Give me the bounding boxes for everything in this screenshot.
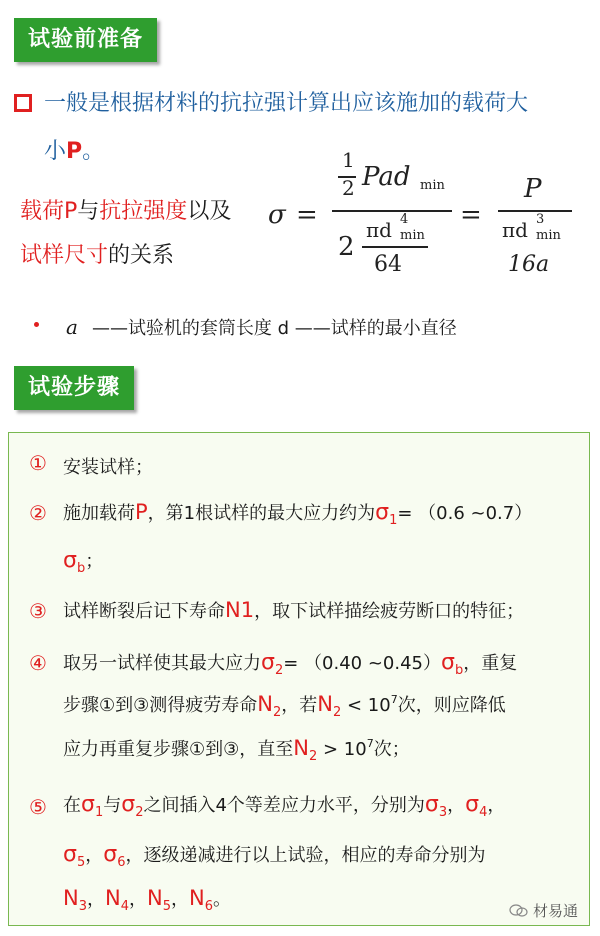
step-3-text: 试样断裂后记下寿命N1，取下试样描绘疲劳断口的特征；	[63, 598, 525, 622]
watermark: 材易通	[509, 900, 578, 921]
min-subscript-2: min	[400, 228, 425, 243]
min-subscript-1: min	[420, 178, 445, 193]
den-64: 64	[374, 252, 402, 277]
step-number-5: ⑤	[29, 795, 47, 819]
wechat-icon	[509, 904, 529, 918]
bullet-dot-icon	[34, 322, 39, 327]
half-numerator: 1	[342, 148, 355, 172]
sigma-symbol: σ	[268, 200, 286, 230]
exp-three: 3	[536, 212, 545, 227]
section-header-steps: 试验步骤	[14, 366, 134, 410]
equals-sign: =	[296, 200, 318, 230]
step-4-line-2: 步骤①到③测得疲劳寿命$N_2$，若$N_2 < 10^7$次，则应降低	[63, 692, 506, 720]
stress-formula	[262, 148, 582, 288]
pad-term: Pad	[362, 162, 411, 192]
inner-fraction-bar	[362, 246, 428, 248]
half-denominator: 2	[342, 176, 355, 200]
variable-note: a ——试验机的套筒长度 d ——试样的最小直径	[66, 315, 457, 339]
step-2-line-1: 施加载荷P，第1根试样的最大应力约为$\sigma_1= (0.6$ ~0.7）	[63, 500, 533, 528]
step-number-4: ④	[29, 651, 47, 675]
main-fraction-bar	[332, 210, 452, 212]
step-1-text: 安装试样；	[63, 457, 153, 478]
step-5-line-1: 在$\sigma_1$与$\sigma_2$之间插入4个等差应力水平，分别为$\sigma_3$，$\sigma_4$，	[63, 792, 506, 820]
relation-line-1: 载荷P与抗拉强度以及	[20, 199, 232, 224]
relation-line-2: 试样尺寸的关系	[20, 243, 175, 268]
rhs-p: P	[524, 174, 542, 204]
step-4-line-3: 应力再重复步骤①到③，直至$N_2 > 10^7$次；	[63, 736, 410, 764]
step-5-line-2: $\sigma_5$，$\sigma_6$，逐级递减进行以上试验，相应的寿命分别为	[63, 842, 486, 870]
rhs-pi-d: πd	[502, 218, 528, 242]
step-number-2: ②	[29, 501, 47, 525]
rhs-fraction-bar	[498, 210, 572, 212]
equals-sign-2: =	[460, 200, 482, 230]
intro-line-1: 一般是根据材料的抗拉强计算出应该施加的载荷大	[44, 91, 529, 116]
exp-four: 4	[400, 212, 409, 227]
step-number-3: ③	[29, 599, 47, 623]
min-subscript-3: min	[536, 228, 561, 243]
step-number-1: ①	[29, 451, 47, 475]
steps-box	[8, 432, 590, 926]
step-5-line-3: $N_3$，$N_4$，$N_5$，$N_6$。	[63, 886, 231, 914]
section-header-preparation: 试验前准备	[14, 18, 157, 62]
step-4-line-1: 取另一试样使其最大应力$\sigma_2= (0.40$ $\sim 0.45)\sigma_b$，重复	[63, 650, 518, 678]
intro-line-2: 小P。	[44, 139, 105, 164]
rhs-16a: 16a	[508, 252, 550, 277]
square-bullet-icon	[14, 94, 32, 112]
step-2-line-2: $\sigma_b$；	[63, 548, 104, 576]
den-two: 2	[338, 232, 355, 262]
pi-d-term: πd	[366, 218, 392, 242]
